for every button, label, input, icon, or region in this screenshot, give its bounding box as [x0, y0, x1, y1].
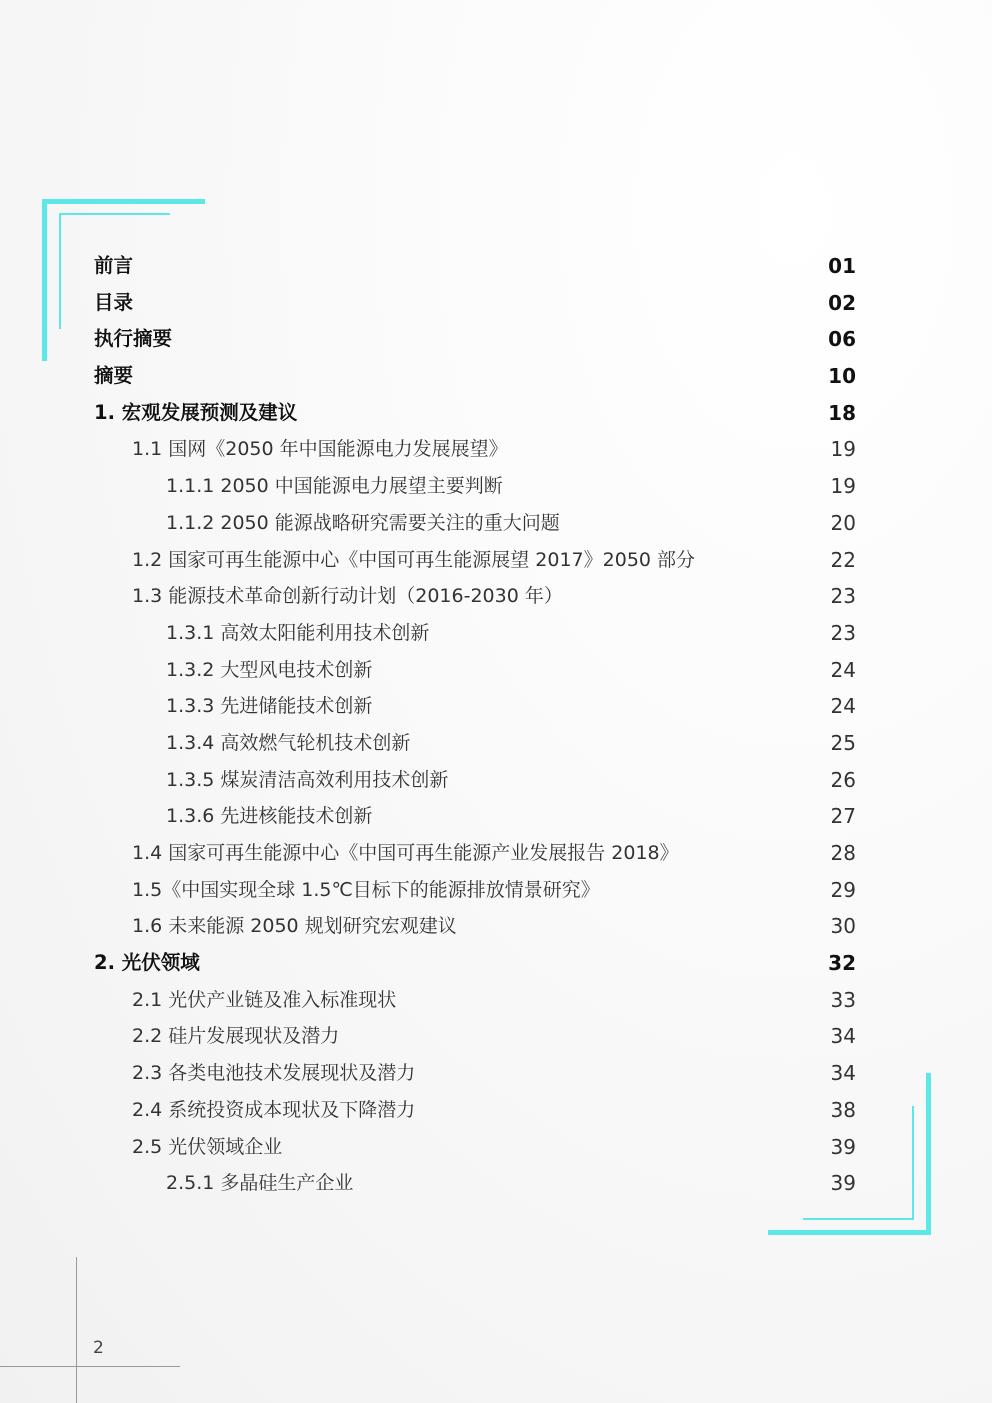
toc-entry-title: 1.1.2 2050 能源战略研究需要关注的重大问题	[166, 511, 560, 534]
table-of-contents	[0, 248, 992, 1202]
toc-entry-title: 1.3 能源技术革命创新行动计划（2016-2030 年）	[132, 585, 563, 608]
toc-entry-page: 32	[828, 951, 856, 976]
toc-entry[interactable]	[0, 1165, 992, 1202]
footer-horizontal-line	[0, 1366, 180, 1367]
toc-entry-page: 34	[830, 1024, 856, 1049]
toc-entry-title: 1.3.1 高效太阳能利用技术创新	[166, 621, 430, 644]
toc-entry-title: 1.6 未来能源 2050 规划研究宏观建议	[132, 915, 457, 938]
toc-entry[interactable]	[0, 1092, 992, 1129]
toc-entry-page: 27	[830, 804, 856, 829]
toc-entry-title: 2.2 硅片发展现状及潜力	[132, 1025, 340, 1048]
toc-entry[interactable]	[0, 652, 992, 689]
toc-entry-page: 02	[828, 290, 856, 315]
toc-entry-title: 1. 宏观发展预测及建议	[94, 400, 298, 424]
toc-entry-page: 22	[830, 547, 856, 572]
toc-entry[interactable]	[0, 358, 992, 395]
toc-entry[interactable]	[0, 468, 992, 505]
toc-entry-page: 20	[830, 510, 856, 535]
toc-entry-page: 18	[828, 400, 856, 425]
top-left-bracket-horizontal-outer	[42, 199, 205, 204]
toc-entry[interactable]	[0, 321, 992, 358]
toc-entry-page: 34	[830, 1061, 856, 1086]
toc-entry-title: 1.3.3 先进储能技术创新	[166, 695, 373, 718]
toc-entry[interactable]	[0, 505, 992, 542]
toc-entry-title: 前言	[94, 254, 134, 277]
toc-entry-page: 23	[830, 620, 856, 645]
toc-entry[interactable]	[0, 615, 992, 652]
toc-entry[interactable]	[0, 285, 992, 322]
toc-entry-page: 24	[830, 657, 856, 682]
toc-entry-title: 2.4 系统投资成本现状及下降潜力	[132, 1098, 416, 1121]
toc-entry-title: 1.3.6 先进核能技术创新	[166, 805, 373, 828]
bottom-right-bracket-horizontal-inner	[803, 1218, 914, 1220]
toc-entry[interactable]	[0, 395, 992, 432]
toc-entry[interactable]	[0, 1055, 992, 1092]
toc-entry-page: 29	[830, 877, 856, 902]
bottom-right-bracket-horizontal-outer	[768, 1230, 931, 1235]
toc-entry-title: 1.1 国网《2050 年中国能源电力发展展望》	[132, 438, 508, 461]
toc-entry[interactable]	[0, 725, 992, 762]
toc-entry[interactable]	[0, 872, 992, 909]
toc-entry-page: 33	[830, 987, 856, 1012]
toc-entry-page: 19	[830, 474, 856, 499]
toc-entry-page: 26	[830, 767, 856, 792]
top-left-bracket-horizontal-inner	[59, 213, 170, 215]
toc-entry-page: 06	[828, 327, 856, 352]
toc-entry-page: 01	[828, 254, 856, 278]
toc-entry-title: 2.5 光伏领域企业	[132, 1135, 283, 1158]
toc-entry-page: 24	[830, 694, 856, 719]
toc-entry[interactable]	[0, 908, 992, 945]
toc-entry-page: 25	[830, 730, 856, 755]
toc-entry-page: 10	[828, 364, 856, 389]
toc-entry[interactable]	[0, 762, 992, 799]
toc-entry-title: 1.5《中国实现全球 1.5℃目标下的能源排放情景研究》	[132, 878, 600, 901]
toc-entry[interactable]	[0, 798, 992, 835]
toc-entry[interactable]	[0, 248, 992, 285]
toc-entry-title: 2. 光伏领域	[94, 951, 200, 975]
toc-entry[interactable]	[0, 688, 992, 725]
toc-entry-title: 1.1.1 2050 中国能源电力展望主要判断	[166, 475, 503, 498]
toc-entry[interactable]	[0, 945, 992, 982]
toc-entry[interactable]	[0, 431, 992, 468]
toc-entry-title: 2.1 光伏产业链及准入标准现状	[132, 988, 397, 1011]
toc-entry-page: 28	[830, 841, 856, 865]
toc-entry-page: 23	[830, 584, 856, 609]
toc-entry[interactable]	[0, 578, 992, 615]
toc-entry-title: 执行摘要	[94, 327, 173, 351]
toc-entry-title: 1.3.5 煤炭清洁高效利用技术创新	[166, 768, 449, 791]
toc-entry-page: 39	[830, 1171, 856, 1196]
toc-entry[interactable]	[0, 1018, 992, 1055]
toc-entry-title: 摘要	[94, 364, 134, 388]
toc-entry-page: 30	[830, 914, 856, 939]
toc-entry-title: 1.2 国家可再生能源中心《中国可再生能源展望 2017》2050 部分	[132, 548, 696, 571]
toc-entry-title: 1.3.4 高效燃气轮机技术创新	[166, 731, 411, 754]
footer-vertical-line	[76, 1257, 77, 1403]
toc-entry-title: 2.3 各类电池技术发展现状及潜力	[132, 1062, 416, 1085]
toc-entry-title: 1.4 国家可再生能源中心《中国可再生能源产业发展报告 2018》	[132, 842, 679, 864]
toc-entry[interactable]	[0, 982, 992, 1019]
toc-entry-title: 目录	[94, 290, 134, 314]
toc-entry-page: 19	[830, 437, 856, 462]
page-number: 2	[93, 1338, 104, 1358]
toc-entry[interactable]	[0, 835, 992, 872]
toc-entry[interactable]	[0, 1129, 992, 1166]
toc-entry-page: 38	[830, 1097, 856, 1122]
toc-entry[interactable]	[0, 542, 992, 579]
toc-entry-title: 1.3.2 大型风电技术创新	[166, 658, 373, 681]
toc-entry-title: 2.5.1 多晶硅生产企业	[166, 1172, 354, 1195]
toc-entry-page: 39	[830, 1134, 856, 1159]
